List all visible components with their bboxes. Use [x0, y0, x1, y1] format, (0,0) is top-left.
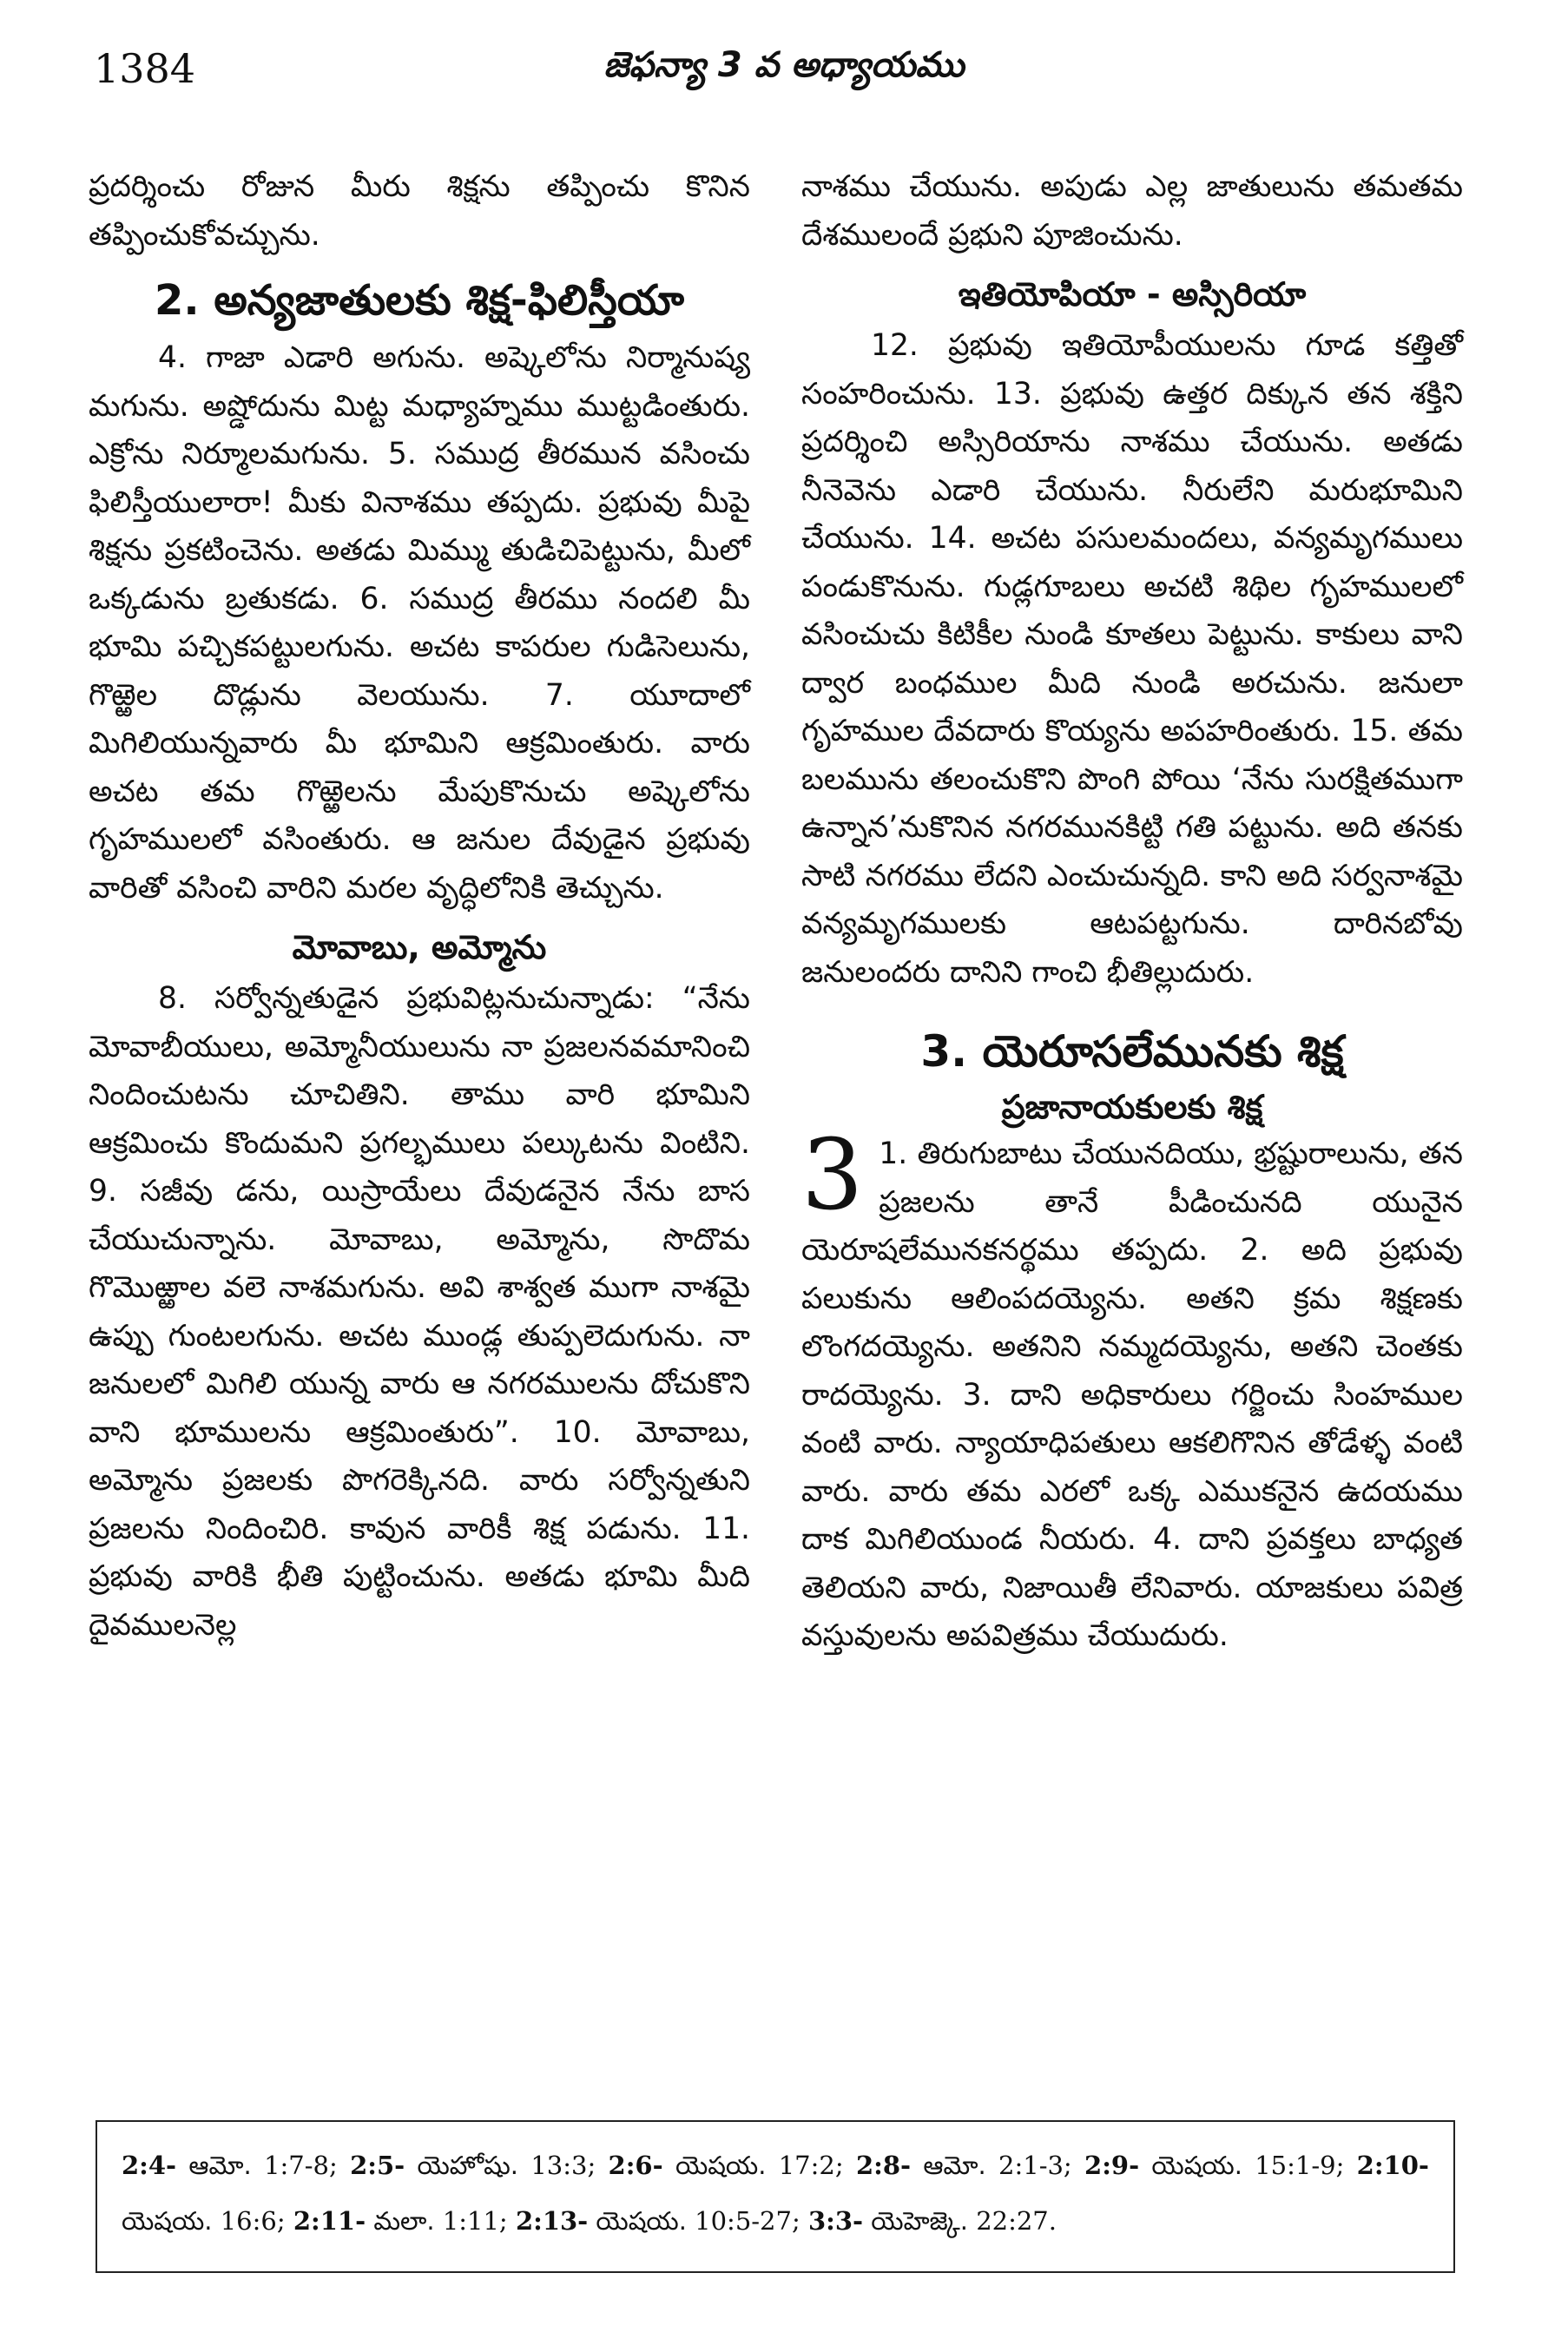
- footnote-book: యెహోషు.: [405, 2151, 531, 2180]
- footnote-entry: [122, 2151, 350, 2180]
- footnote-ref: 2:11-: [293, 2206, 366, 2236]
- footnote-verse: 16:6;: [220, 2206, 293, 2236]
- paragraph-moab-ammon: 8. సర్వోన్నతుడైన ప్రభువిట్లనుచున్నాడు: “నేను మోవాబీయులు, అమ్మోనీయులును నా ప్రజలనవమానించి నిందించుటను చూచితిని. తాము వారి భూమిని ఆక్రమించు కొందుమని ప్రగల్భములు పల్కుటను వింటిని. 9. సజీవు డను, యిస్రాయేలు దేవుడనైన నేను బాస చేయుచున్నాను. మోవాబు, అమ్మోను, సొదొమ గొమొఱ్ఱాల వలె నాశమగును. అవి శాశ్వత ముగా నాశమై ఉప్పు గుంటలగును. అచట ముండ్ల తుప్పలెదుగును. నా జనులలో మిగిలి యున్న వారు ఆ నగరములను దోచుకొని వాని భూములను ఆక్రమింతురు”. 10. మోవాబు, అమ్మోను ప్రజలకు పొగరెక్కినది. వారు సర్వోన్నతుని ప్రజలను నిందించిరి. కావున వారికీ శిక్ష పడును. 11. ప్రభువు వారికి భీతి పుట్టించును. అతడు భూమి మీది దైవములనెల్ల: [89, 981, 750, 1643]
- chapter-subheading: ప్రజానాయకులకు శిక్ష: [1001, 1088, 1263, 1126]
- footnote-ref: 2:8-: [855, 2151, 912, 2180]
- paragraph-ethiopia-assyria: 12. ప్రభువు ఇతియోపీయులను గూడ కత్తితో సంహరించును. 13. ప్రభువు ఉత్తర దిక్కున తన శక్తిని ప్రదర్శించి అస్సిరియాను నాశము చేయును. అతడు నీనెవెను ఎడారి చేయును. నీరులేని మరుభూమిని చేయును. 14. అచట పసులమందలు, వన్యమృగములు పండుకొనును. గుడ్లగూబలు అచటి శిథిల గృహములలో వసించుచు కిటికీల నుండి కూతలు పెట్టును. కాకులు వాని ద్వార బంధముల మీది నుండి అరచును. జనులా గృహముల దేవదారు కొయ్యను అపహరింతురు. 15. తమ బలమును తలంచుకొని పొంగి పోయి ‘నేను సురక్షితముగా ఉన్నాన’నుకొనిన నగరమునకిట్టి గతి పట్టును. అది తనకు సాటి నగరము లేదని ఎంచుచున్నది. కాని అది సర్వనాశమై వన్యమృగములకు ఆటపట్టగును. దారినబోవు జనులందరు దానిని గాంచి భీతిల్లుదురు.: [801, 328, 1463, 990]
- paragraph-chapter-3: [801, 1119, 1463, 1661]
- footnote-book: యెషయ.: [662, 2151, 779, 2180]
- right-paragraph-continued: నాశము చేయును. అపుడు ఎల్ల జాతులును తమతమ దేశములందే ప్రభుని పూజించును.: [801, 169, 1463, 253]
- footnote-ref: 2:6-: [608, 2151, 663, 2180]
- footnote-ref: 2:4-: [122, 2151, 177, 2180]
- chapter-3-text: 1. తిరుగుబాటు చేయునదియు, భ్రష్టురాలును, తన ప్రజలను తానే పీడించునది యునైన యెరూషలేమునకనర్థము తప్పదు. 2. అది ప్రభువు పలుకును ఆలింపదయ్యెను. అతని క్రమ శిక్షణకు లొంగదయ్యెను. అతనిని నమ్మదయ్యెను, అతని చెంతకు రాదయ్యెను. 3. దాని అధికారులు గర్జించు సింహముల వంటి వారు. న్యాయాధిపతులు ఆకలిగొనిన తోడేళ్ళ వంటి వారు. వారు తమ ఎరలో ఒక్క ఎముకనైన ఉదయము దాక మిగిలియుండ నీయరు. 4. దాని ప్రవక్తలు బాధ్యత తెలియని వారు, నిజాయితీ లేనివారు. యాజకులు పవిత్ర వస్తువులను అపవిత్రము చేయుదురు.: [801, 1136, 1463, 1653]
- footnote-verse: 2:1-3;: [998, 2151, 1085, 2180]
- footnote-book: యెషయ.: [588, 2206, 695, 2236]
- footnote-entry: [293, 2206, 516, 2236]
- footnote-entry: [350, 2151, 608, 2180]
- cross-reference-box: [96, 2120, 1455, 2273]
- footnote-verse: 22:27.: [976, 2206, 1057, 2236]
- footnote-book: యెషయ.: [122, 2206, 221, 2236]
- right-column: [801, 163, 1463, 1661]
- footnote-entry: [1084, 2151, 1357, 2180]
- footnote-verse: 17:2;: [778, 2151, 856, 2180]
- footnote-book: యెహెజ్కె.: [863, 2206, 977, 2236]
- left-column: [89, 163, 750, 1650]
- footnote-entry: [808, 2206, 1057, 2236]
- left-paragraph-continued: ప్రదర్శించు రోజున మీరు శిక్షను తప్పించు కొనిన తప్పించుకోవచ్చును.: [89, 169, 750, 253]
- footnote-verse: 13:3;: [530, 2151, 609, 2180]
- section-heading-philistia: 2. అన్యజాతులకు శిక్ష-ఫిలిస్తీయా: [155, 276, 684, 325]
- footnote-verse: 1:7-8;: [264, 2151, 351, 2180]
- footnote-book: ఆమో.: [911, 2151, 999, 2180]
- footnote-ref: 2:10-: [1356, 2151, 1429, 2180]
- footnote-book: మలా.: [366, 2206, 443, 2236]
- chapter-heading: 3. యెరూసలేమునకు శిక్ష: [920, 1026, 1344, 1077]
- footnote-verse: 15:1-9;: [1255, 2151, 1357, 2180]
- footnote-ref: 2:5-: [350, 2151, 405, 2180]
- chapter-dropcap: 3: [801, 1119, 864, 1232]
- footnote-verse: 10:5-27;: [695, 2206, 808, 2236]
- section-heading-moab-ammon: మోవాబు, అమ్మోను: [292, 928, 547, 966]
- footnote-ref: 3:3-: [807, 2206, 864, 2236]
- section-heading-ethiopia-assyria: ఇతియోపియా - అస్సిరియా: [958, 275, 1307, 313]
- footnote-entry: [856, 2151, 1084, 2180]
- page-number: 1384: [94, 45, 196, 92]
- page-header: [94, 45, 1474, 106]
- paragraph-philistia: 4. గాజా ఎడారి అగును. అష్కెలోను నిర్మానుష్య మగును. అష్డోదును మిట్ట మధ్యాహ్నము ముట్టడింతురు. ఎక్రోను నిర్మూలమగును. 5. సముద్ర తీరమున వసించు ఫిలిస్తీయులారా! మీకు వినాశము తప్పదు. ప్రభువు మీపై శిక్షను ప్రకటించెను. అతడు మిమ్ము తుడిచిపెట్టును, మీలో ఒక్కడును బ్రతుకడు. 6. సముద్ర తీరము నందలి మీ భూమి పచ్చికపట్టులగును. అచట కాపరుల గుడిసెలును, గొఱ్ఱెల దొడ్లును వెలయును. 7. యూదాలో మిగిలియున్నవారు మీ భూమిని ఆక్రమింతురు. వారు అచట తమ గొఱ్ఱెలను మేపుకొనుచు అష్కెలోను గృహములలో వసింతురు. ఆ జనుల దేవుడైన ప్రభువు వారితో వసించి వారిని మరల వృద్ధిలోనికి తెచ్చును.: [89, 340, 750, 906]
- footnote-verse: 1:11;: [442, 2206, 516, 2236]
- footnote-book: ఆమో.: [176, 2151, 265, 2180]
- footnote-entry: [609, 2151, 856, 2180]
- footnote-ref: 2:13-: [515, 2206, 589, 2236]
- footnote-entry: [516, 2206, 808, 2236]
- running-title: జెఫన్యా 3 వ అధ్యాయము: [603, 45, 965, 85]
- footnote-ref: 2:9-: [1084, 2151, 1140, 2180]
- footnote-book: యెషయ.: [1139, 2151, 1255, 2180]
